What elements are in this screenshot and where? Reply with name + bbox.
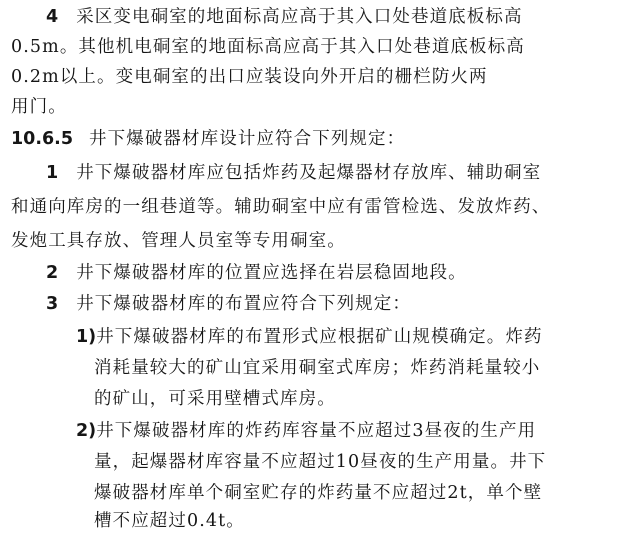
item-1-line-2: 和通向库房的一组巷道等。辅助硐室中应有雷管检选、发放炸药、 (11, 197, 551, 217)
item-3-number: 3 (46, 294, 59, 314)
sub-1-line-3: 的矿山，可采用壁槽式库房。 (94, 389, 336, 409)
item-2-text: 井下爆破器材库的位置应选择在岩层稳固地段。 (76, 263, 467, 283)
sub-1-line-1 (76, 326, 543, 350)
item-1-text-1: 井下爆破器材库应包括炸药及起爆器材存放库、辅助硐室 (76, 163, 542, 183)
item-4-text-1: 采区变电硐室的地面标高应高于其入口处巷道底板标高 (76, 7, 523, 27)
item-4-line-3: 0.2m以上。变电硐室的出口应装设向外开启的栅栏防火两 (11, 67, 488, 87)
item-2-line (46, 262, 467, 286)
section-heading (11, 128, 405, 152)
item-1-line-1 (46, 162, 541, 186)
sub-2-line-1 (76, 420, 536, 444)
sub-1-number: 1) (76, 327, 97, 347)
item-4-number: 4 (46, 7, 59, 27)
sub-2-text-1: 井下爆破器材库的炸药库容量不应超过3昼夜的生产用 (96, 421, 537, 441)
section-number: 10.6.5 (11, 129, 74, 149)
item-4-line-4: 用门。 (11, 97, 67, 117)
item-1-line-3: 发炮工具存放、管理人员室等专用硐室。 (11, 231, 346, 251)
sub-2-line-2: 量，起爆器材库容量不应超过10昼夜的生产用量。井下 (94, 452, 547, 472)
item-3-text: 井下爆破器材库的布置应符合下列规定： (76, 294, 411, 314)
sub-2-line-4: 槽不应超过0.4t。 (94, 511, 245, 531)
section-title: 井下爆破器材库设计应符合下列规定： (89, 129, 406, 149)
item-3-line (46, 293, 411, 317)
sub-2-number: 2) (76, 421, 97, 441)
item-4-line-1 (46, 6, 523, 30)
sub-2-line-3: 爆破器材库单个硐室贮存的炸药量不应超过2t，单个壁 (94, 483, 543, 503)
sub-1-text-1: 井下爆破器材库的布置形式应根据矿山规模确定。炸药 (96, 327, 543, 347)
item-4-line-2: 0.5m。其他机电硐室的地面标高应高于其入口处巷道底板标高 (11, 37, 525, 57)
sub-1-line-2: 消耗量较大的矿山宜采用硐室式库房；炸药消耗量较小 (94, 358, 541, 378)
item-2-number: 2 (46, 263, 59, 283)
item-1-number: 1 (46, 163, 59, 183)
